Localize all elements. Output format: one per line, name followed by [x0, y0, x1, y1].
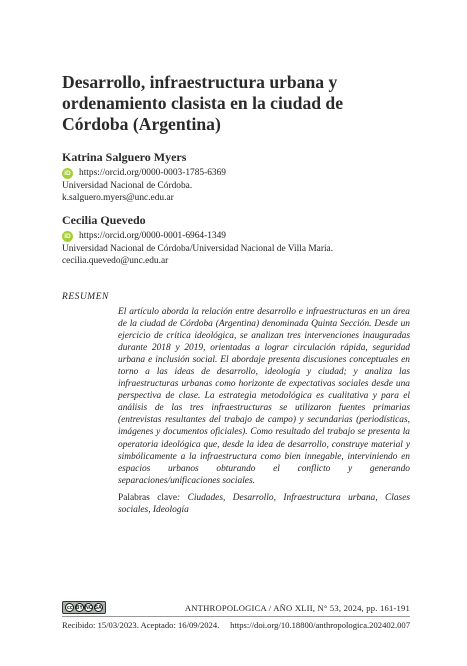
author-name: Cecilia Quevedo	[62, 213, 146, 227]
cc-icon: cc	[66, 604, 73, 611]
abstract-text: El artículo aborda la relación entre desarrollo e infraestructuras en un área de la ciudad de Córdoba (Argentina) denominada Quinta Sección. Desde un ejercicio de crítica ideológica, se analizan tres intervenciones inauguradas durante 2018 y 2019, orientadas a lograr circulación rápida, seguridad urbana e inclusión social. El abordaje presenta discusiones conceptuales en torno a las ideas de desarrollo, ideología y ciudad; y analiza las infraestructuras urbanas como horizonte de expectativas sociales desde una perspectiva de clase. La estrategia metodológica es cualitativa y para el análisis de las tres infraestructuras se utilizaron fuentes primarias (entrevistas resultantes del trabajo de campo) y secundarias (periodísticas, imágenes y documentos oficiales). Como resultado del trabajo se presenta la operatoria ideológica que, desde la idea de desarrollo, construye material y simbólicamente a la infraestructura como bien innegable, interviniendo en espacios urbanos obturando el conflicto y generando separaciones/unificaciones sociales.	[118, 307, 410, 486]
author-affiliation: Universidad Nacional de Córdoba/Universidad Nacional de Villa María.	[62, 244, 334, 254]
author-block-2	[62, 213, 333, 267]
author-block-1	[62, 150, 226, 204]
nc-icon: NC	[85, 604, 93, 611]
keywords-label: Palabras clave	[118, 493, 177, 503]
orcid-icon: iD	[62, 168, 73, 179]
by-icon: BY	[75, 604, 83, 611]
author-affiliation: Universidad Nacional de Córdoba.	[62, 181, 193, 191]
orcid-icon: iD	[62, 231, 73, 242]
orcid-link[interactable]: https://orcid.org/0000-0003-1785-6369	[79, 168, 226, 178]
sa-icon: SA	[94, 604, 102, 611]
author-name: Katrina Salguero Myers	[62, 150, 187, 164]
keywords-values: : Ciudades, Desarrollo, Infraestructura urbana, Clases sociales, Ideología	[118, 493, 411, 515]
orcid-link[interactable]: https://orcid.org/0000-0001-6964-1349	[79, 231, 226, 241]
keywords	[118, 492, 410, 516]
orcid-line	[62, 230, 333, 243]
orcid-line	[62, 167, 226, 180]
cc-by-nc-sa-icon[interactable]	[62, 601, 106, 614]
doi-link[interactable]: https://doi.org/10.18800/anthropologica.202402.007	[230, 620, 410, 630]
journal-citation: ANTHROPOLOGICA / AÑO XLII, N° 53, 2024, pp. 161-191	[184, 603, 410, 613]
footer-divider	[62, 616, 410, 617]
author-email[interactable]: k.salguero.myers@unc.edu.ar	[62, 193, 174, 203]
article-title: Desarrollo, infraestructura urbana y ordenamiento clasista en la ciudad de Córdoba (Argentina)	[62, 72, 344, 134]
received-accepted-dates: Recibido: 15/03/2023. Aceptado: 16/09/2024.	[62, 620, 220, 630]
abstract-heading: RESUMEN	[62, 292, 109, 302]
author-email[interactable]: cecilia.quevedo@unc.edu.ar	[62, 256, 169, 266]
